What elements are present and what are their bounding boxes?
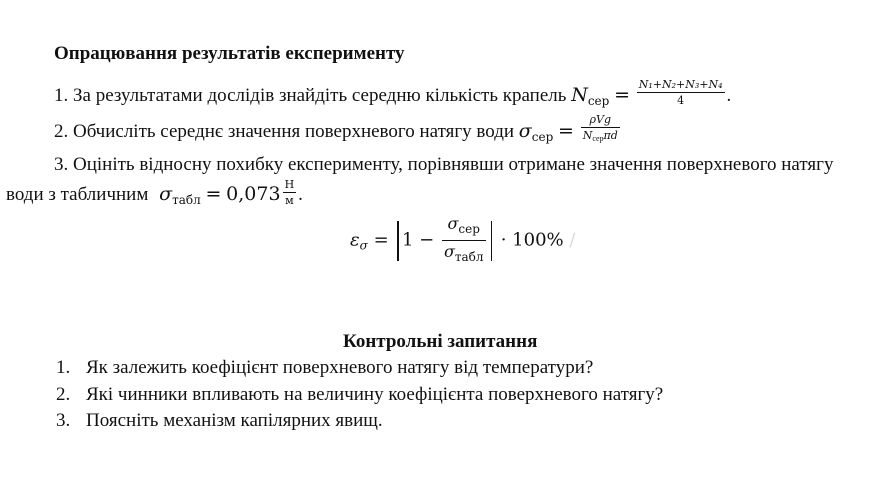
step-1 <box>54 78 732 112</box>
n-avg-symbol: N <box>571 84 588 106</box>
one-minus: 1 − <box>401 229 435 251</box>
equals-sign: = <box>614 84 630 106</box>
unit-meter: м <box>285 194 294 208</box>
sigma-avg-subscript: сер <box>531 130 554 144</box>
equals-sign: = <box>205 183 222 205</box>
question-item <box>56 357 593 379</box>
sigma-table-subscript: табл <box>172 193 201 207</box>
times-100-percent: · 100% <box>500 229 564 251</box>
ratio-denominator <box>442 241 486 267</box>
step-3-text: води з табличним <box>6 184 149 205</box>
step-2-text: 2. Обчисліть середнє значення поверхневого натягу води <box>54 121 515 142</box>
n-avg-fraction <box>637 78 725 107</box>
abs-bar-left <box>397 221 399 261</box>
sigma-avg-fraction <box>581 113 620 145</box>
ratio-numerator <box>442 214 486 241</box>
question-text: Поясніть механізм капілярних явищ. <box>86 410 383 431</box>
step-3-line-1: 3. Оцініть відносну похибку експерименту, порівнявши отримане значення поверхневого натягу <box>54 154 834 175</box>
question-text: Як залежить коефіцієнт поверхневого натягу від температури? <box>86 357 594 378</box>
unit-newton: Н <box>284 178 295 192</box>
epsilon-subscript: σ <box>359 238 368 253</box>
step-1-text: 1. За результатами дослідів знайдіть середню кількість крапель <box>54 85 567 106</box>
sigma-table-symbol: σ <box>159 183 173 205</box>
unit-fraction <box>283 178 297 207</box>
section-heading-processing: Опрацювання результатів експерименту <box>54 43 405 64</box>
question-number: 3. <box>56 410 71 431</box>
sigma-table-value: 0,073 <box>226 183 281 205</box>
question-number: 1. <box>56 357 71 378</box>
period: . <box>298 184 303 205</box>
den-n-symbol: N <box>582 128 593 142</box>
sigma-avg-numerator: ρVg <box>581 113 620 128</box>
equals-sign: = <box>558 120 574 142</box>
n-avg-denominator: 4 <box>677 94 685 108</box>
equals-sign: = <box>373 229 389 251</box>
n-avg-subscript: сер <box>587 94 610 108</box>
abs-bar-right <box>491 221 493 261</box>
sigma-avg-symbol: σ <box>447 214 459 233</box>
question-number: 2. <box>56 384 71 405</box>
ratio-fraction <box>442 214 486 267</box>
sigma-avg-subscript: сер <box>458 222 480 236</box>
step-2 <box>54 112 622 148</box>
sigma-table-symbol: σ <box>443 242 455 261</box>
sigma-table-subscript: табл <box>454 250 484 264</box>
n-avg-numerator: N₁+N₂+N₃+N₄ <box>638 78 723 92</box>
question-item <box>56 384 663 406</box>
relative-error-formula <box>350 214 575 269</box>
section-heading-questions: Контрольні запитання <box>343 331 538 352</box>
sigma-avg-symbol: σ <box>518 120 532 142</box>
trailing-slash: / <box>569 229 576 251</box>
question-text: Які чинники впливають на величину коефіцієнта поверхневого натягу? <box>86 384 664 405</box>
sigma-avg-denominator <box>581 128 620 145</box>
den-pi-d: πd <box>603 128 618 142</box>
epsilon-symbol: ε <box>350 229 360 251</box>
den-n-subscript: сер <box>592 133 604 143</box>
question-item <box>56 410 383 432</box>
step-3-line-2 <box>6 178 303 211</box>
period: . <box>726 85 732 106</box>
